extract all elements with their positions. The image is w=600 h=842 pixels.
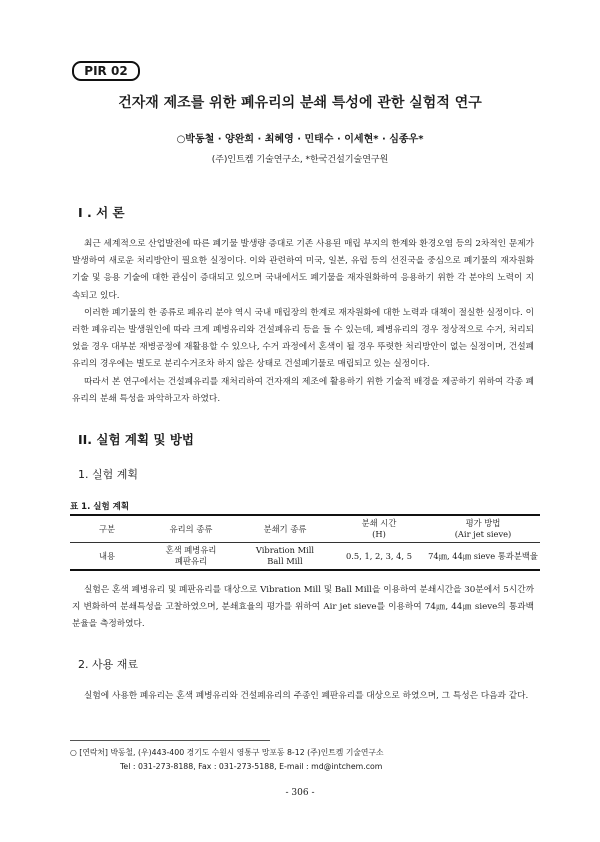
cell-glass-type	[144, 543, 238, 571]
mill-vibration: Vibration Mill	[255, 545, 315, 555]
cell-milling-time: 0.5, 1, 2, 3, 4, 5	[346, 550, 412, 561]
header-mill-type: 분쇄기 종류	[238, 515, 332, 543]
intro-paragraph-2: 이러한 폐기물의 한 종류로 폐유리 분야 역시 국내 매립장의 한계로 재자원화에 대한 노력과 대책이 절실한 실정이다. 이러한 폐유리는 발생원인에 따라 크게 폐병유리와 건설폐유리 등을 들 수 있는데, 폐병유리의 경우 정상적으로 수거, 처리되었을 경우 대부분 재병공정에 재활용할 수 있으나, 수거 과정에서 혼색이 될 경우 뚜렷한 처리방안이 없는 실정이며, 건설폐유리의 경우에는 별도로 분리수거조차 하지 않은 상태로 건설폐기물로 매립되고 있는 실정이다.	[72, 307, 534, 370]
header-glass-type: 유리의 종류	[144, 515, 238, 543]
subsection-materials: 2. 사용 재료	[78, 658, 138, 671]
table-caption: 표 1. 실험 계획	[70, 502, 130, 512]
header-evaluation-label: 평가 방법	[465, 518, 501, 528]
method-body	[72, 582, 534, 634]
materials-body	[72, 688, 534, 705]
section-heading-intro: I . 서 론	[78, 205, 125, 220]
header-evaluation-method: (Air jet sieve)	[454, 529, 512, 539]
header-milling-time	[332, 515, 426, 543]
table-row	[70, 543, 540, 571]
contact-footnote	[70, 746, 540, 774]
header-milling-time-label: 분쇄 시간	[361, 518, 397, 528]
subsection-plan: 1. 실험 계획	[78, 468, 138, 481]
cell-evaluation: 74㎛, 44㎛ sieve 통과분백율	[428, 550, 538, 561]
header-milling-time-unit: (H)	[372, 529, 386, 539]
cell-mill-type	[238, 543, 332, 571]
mill-ball: Ball Mill	[267, 556, 303, 566]
section-heading-method: II. 실험 계획 및 방법	[78, 432, 194, 447]
glass-type-mixed: 혼색 폐병유리	[165, 545, 217, 555]
intro-body	[72, 236, 534, 408]
glass-type-plate: 폐판유리	[174, 556, 208, 566]
affiliation: (주)인트켐 기술연구소, *한국건설기술연구원	[211, 155, 389, 165]
cell-category: 내용	[98, 550, 116, 561]
footnote-divider	[70, 740, 270, 741]
footnote-line-1: ○ [연락처] 박동철, (우)443-400 경기도 수원시 영통구 망포동 8-12 (주)인트켐 기술연구소	[70, 748, 384, 757]
page-number: - 306 -	[285, 788, 315, 798]
method-paragraph: 실험은 혼색 폐병유리 및 폐판유리를 대상으로 Vibration Mill 및 Ball Mill을 이용하여 분쇄시간을 30분에서 5시간까지 변화하여 분쇄특성을 고찰하였으며, 분쇄효율의 평가를 위하여 Air jet sieve를 이용하여 74㎛, 44㎛ sieve의 통과백분율을 측정하였다.	[72, 585, 534, 630]
footnote-line-2: Tel : 031-273-8188, Fax : 031-273-5188, E-mail : md@intchem.com	[120, 762, 383, 771]
table-header-row	[70, 515, 540, 543]
header-evaluation	[426, 515, 540, 543]
materials-paragraph: 실험에 사용한 폐유리는 혼색 폐병유리와 건설폐유리의 주종인 폐판유리를 대상으로 하였으며, 그 특성은 다음과 같다.	[84, 691, 529, 701]
intro-paragraph-1: 최근 세계적으로 산업발전에 따른 폐기물 발생량 증대로 기존 사용된 매립 부지의 한계와 환경오염 등의 2차적인 문제가 발생하여 새로운 처리방안이 필요한 실정이다. 이와 관련하여 미국, 일본, 유럽 등의 선진국을 중심으로 폐기물의 재자원화 기술 및 응용 기술에 대한 관심이 증대되고 있으며 국내에서도 폐기물을 재자원화하여 응용하기 위한 각 분야의 노력이 지속되고 있다.	[72, 239, 534, 301]
header-category: 구분	[70, 515, 144, 543]
experiment-plan-table	[70, 514, 540, 571]
session-badge: PIR 02	[72, 61, 140, 81]
paper-title: 건자재 제조를 위한 폐유리의 분쇄 특성에 관한 실험적 연구	[118, 95, 482, 111]
author-list: ○박동철 · 양완희 · 최혜영 · 민태수 · 이세현* · 심종우*	[176, 134, 424, 145]
intro-paragraph-3: 따라서 본 연구에서는 건설폐유리를 재처리하여 건자재의 제조에 활용하기 위한 기술적 배경을 제공하기 위하여 각종 폐유리의 분쇄 특성을 파악하고자 하였다.	[72, 376, 534, 404]
